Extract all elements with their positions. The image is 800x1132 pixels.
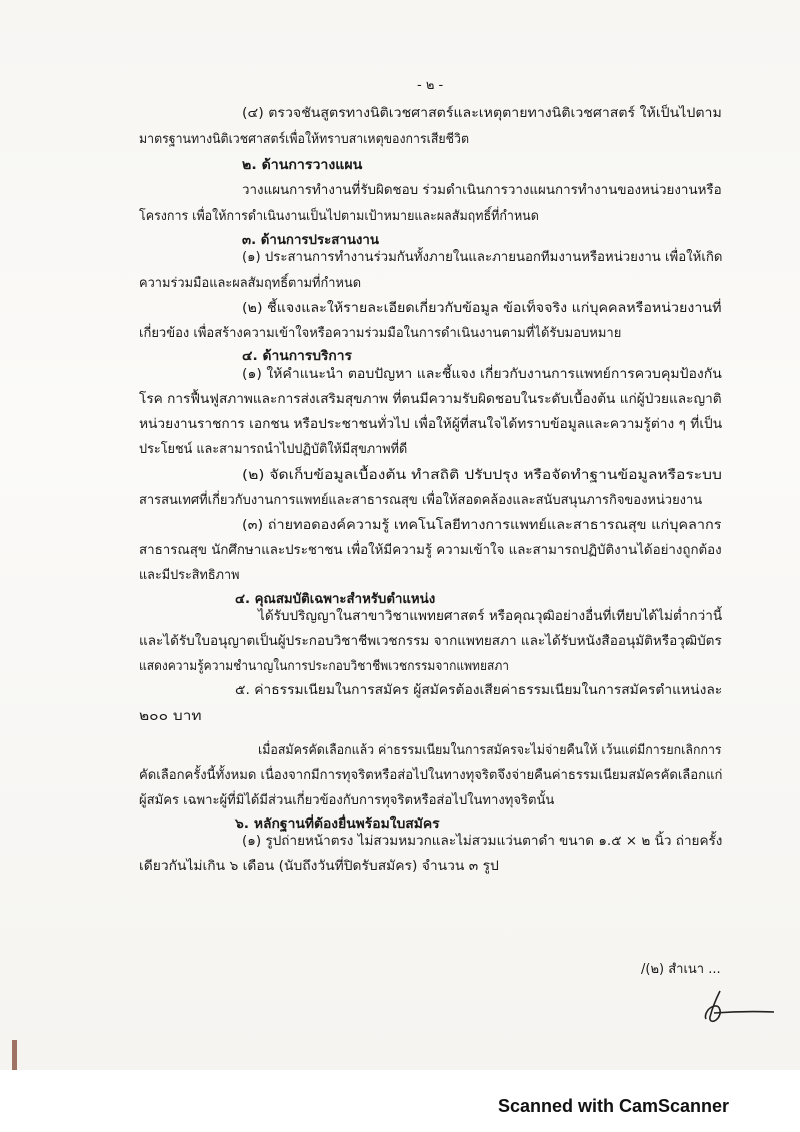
text-line: (๑) ให้คำแนะนำ ตอบปัญหา และชี้แจง เกี่ยวกับงานการแพทย์การควบคุมป้องกัน [242,367,722,382]
text-line: (๔) ตรวจชันสูตรทางนิติเวชศาสตร์และเหตุตายทางนิติเวชศาสตร์ ให้เป็นไปตาม [242,106,722,121]
text-line: โครงการ เพื่อให้การดำเนินงานเป็นไปตามเป้าหมายและผลสัมฤทธิ์ที่กำหนด [139,209,539,224]
text-line: หน่วยงานราชการ เอกชน หรือประชาชนทั่วไป เพื่อให้ผู้ที่สนใจได้ทราบข้อมูลและความรู้ต่าง ๆ ที่เป็น [139,417,723,432]
text-line: เมื่อสมัครคัดเลือกแล้ว ค่าธรรมเนียมในการสมัครจะไม่จ่ายคืนให้ เว้นแต่มีการยกเลิกการ [258,743,722,758]
text-line: แสดงความรู้ความชำนาญในการประกอบวิชาชีพเวชกรรมจากแพทยสภา [139,659,510,674]
text-line: เกี่ยวข้อง เพื่อสร้างความเข้าใจหรือความร่วมมือในการดำเนินงานตามที่ได้รับมอบหมาย [139,326,622,341]
text-line: (๑) รูปถ่ายหน้าตรง ไม่สวมหมวกและไม่สวมแว่นตาดำ ขนาด ๑.๕ × ๒ นิ้ว ถ่ายครั้ง [242,834,723,849]
scan-edge-mark [12,1040,17,1070]
text-line: ความร่วมมือและผลสัมฤทธิ์ตามที่กำหนด [139,276,362,291]
text-line: ๓. ด้านการประสานงาน [242,233,379,248]
text-line: (๓) ถ่ายทอดองค์ความรู้ เทคโนโลยีทางการแพทย์และสาธารณสุข แก่บุคลากร [242,518,722,533]
text-line: ๔. ด้านการบริการ [242,349,352,364]
text-line: และมีประสิทธิภาพ [139,568,240,583]
text-line: เดียวกันไม่เกิน ๖ เดือน (นับถึงวันที่ปิดรับสมัคร) จำนวน ๓ รูป [139,859,499,874]
text-line: และได้รับใบอนุญาตเป็นผู้ประกอบวิชาชีพเวชกรรม จากแพทยสภา และได้รับหนังสืออนุมัติหรือวุฒิบัตร [139,634,722,649]
text-line: (๑) ประสานการทำงานร่วมกันทั้งภายในและภายนอกทีมงานหรือหน่วยงาน เพื่อให้เกิด [242,250,723,265]
text-line: ๕. ค่าธรรมเนียมในการสมัคร ผู้สมัครต้องเสียค่าธรรมเนียมในการสมัครตำแหน่งละ [235,683,723,698]
text-line: มาตรฐานทางนิติเวชศาสตร์เพื่อให้ทราบสาเหตุของการเสียชีวิต [139,132,469,147]
text-line: ๒. ด้านการวางแผน [242,158,363,173]
text-line: ประโยชน์ และสามารถนำไปปฏิบัติให้มีสุขภาพที่ดี [139,442,408,457]
text-line: โรค การฟื้นฟูสภาพและการส่งเสริมสุขภาพ ที่ตนมีความรับผิดชอบในระดับเบื้องต้น แก่ผู้ป่วยและญาติ [139,392,722,407]
continuation-note: /(๒) สำเนา ... [641,962,721,977]
text-line: ๔. คุณสมบัติเฉพาะสำหรับตำแหน่ง [235,592,436,607]
text-line: (๒) จัดเก็บข้อมูลเบื้องต้น ทำสถิติ ปรับปรุง หรือจัดทำฐานข้อมูลหรือระบบ [242,468,722,483]
signature-mark [698,985,778,1030]
text-line: คัดเลือกครั้งนี้ทั้งหมด เนื่องจากมีการทุจริตหรือส่อไปในทางทุจริตจึงจ่ายคืนค่าธรรมเนียมสมัครคัดเลือกแก่ [139,768,723,783]
text-line: ๒๐๐ บาท [139,709,202,724]
text-line: วางแผนการทำงานที่รับผิดชอบ ร่วมดำเนินการวางแผนการทำงานของหน่วยงานหรือ [242,183,722,198]
text-line: สาธารณสุข นักศึกษาและประชาชน เพื่อให้มีความรู้ ความเข้าใจ และสามารถปฏิบัติงานได้อย่างถูกต้อง [139,543,722,558]
text-line: (๒) ชี้แจงและให้รายละเอียดเกี่ยวกับข้อมูล ข้อเท็จจริง แก่บุคคลหรือหน่วยงานที่ [242,301,722,316]
text-line: ผู้สมัคร เฉพาะผู้ที่มิได้มีส่วนเกี่ยวข้องกับการทุจริตหรือส่อไปในทางทุจริตนั้น [139,793,555,808]
text-line: สารสนเทศที่เกี่ยวกับงานการแพทย์และสาธารณสุข เพื่อให้สอดคล้องและสนับสนุนภารกิจของหน่วยงาน [139,493,703,508]
text-line: ได้รับปริญญาในสาขาวิชาแพทยศาสตร์ หรือคุณวุฒิอย่างอื่นที่เทียบได้ไม่ต่ำกว่านี้ [258,609,723,624]
page-number: - ๒ - [417,78,444,93]
text-line: ๖. หลักฐานที่ต้องยื่นพร้อมใบสมัคร [235,817,440,832]
scanner-watermark: Scanned with CamScanner [498,1096,730,1116]
